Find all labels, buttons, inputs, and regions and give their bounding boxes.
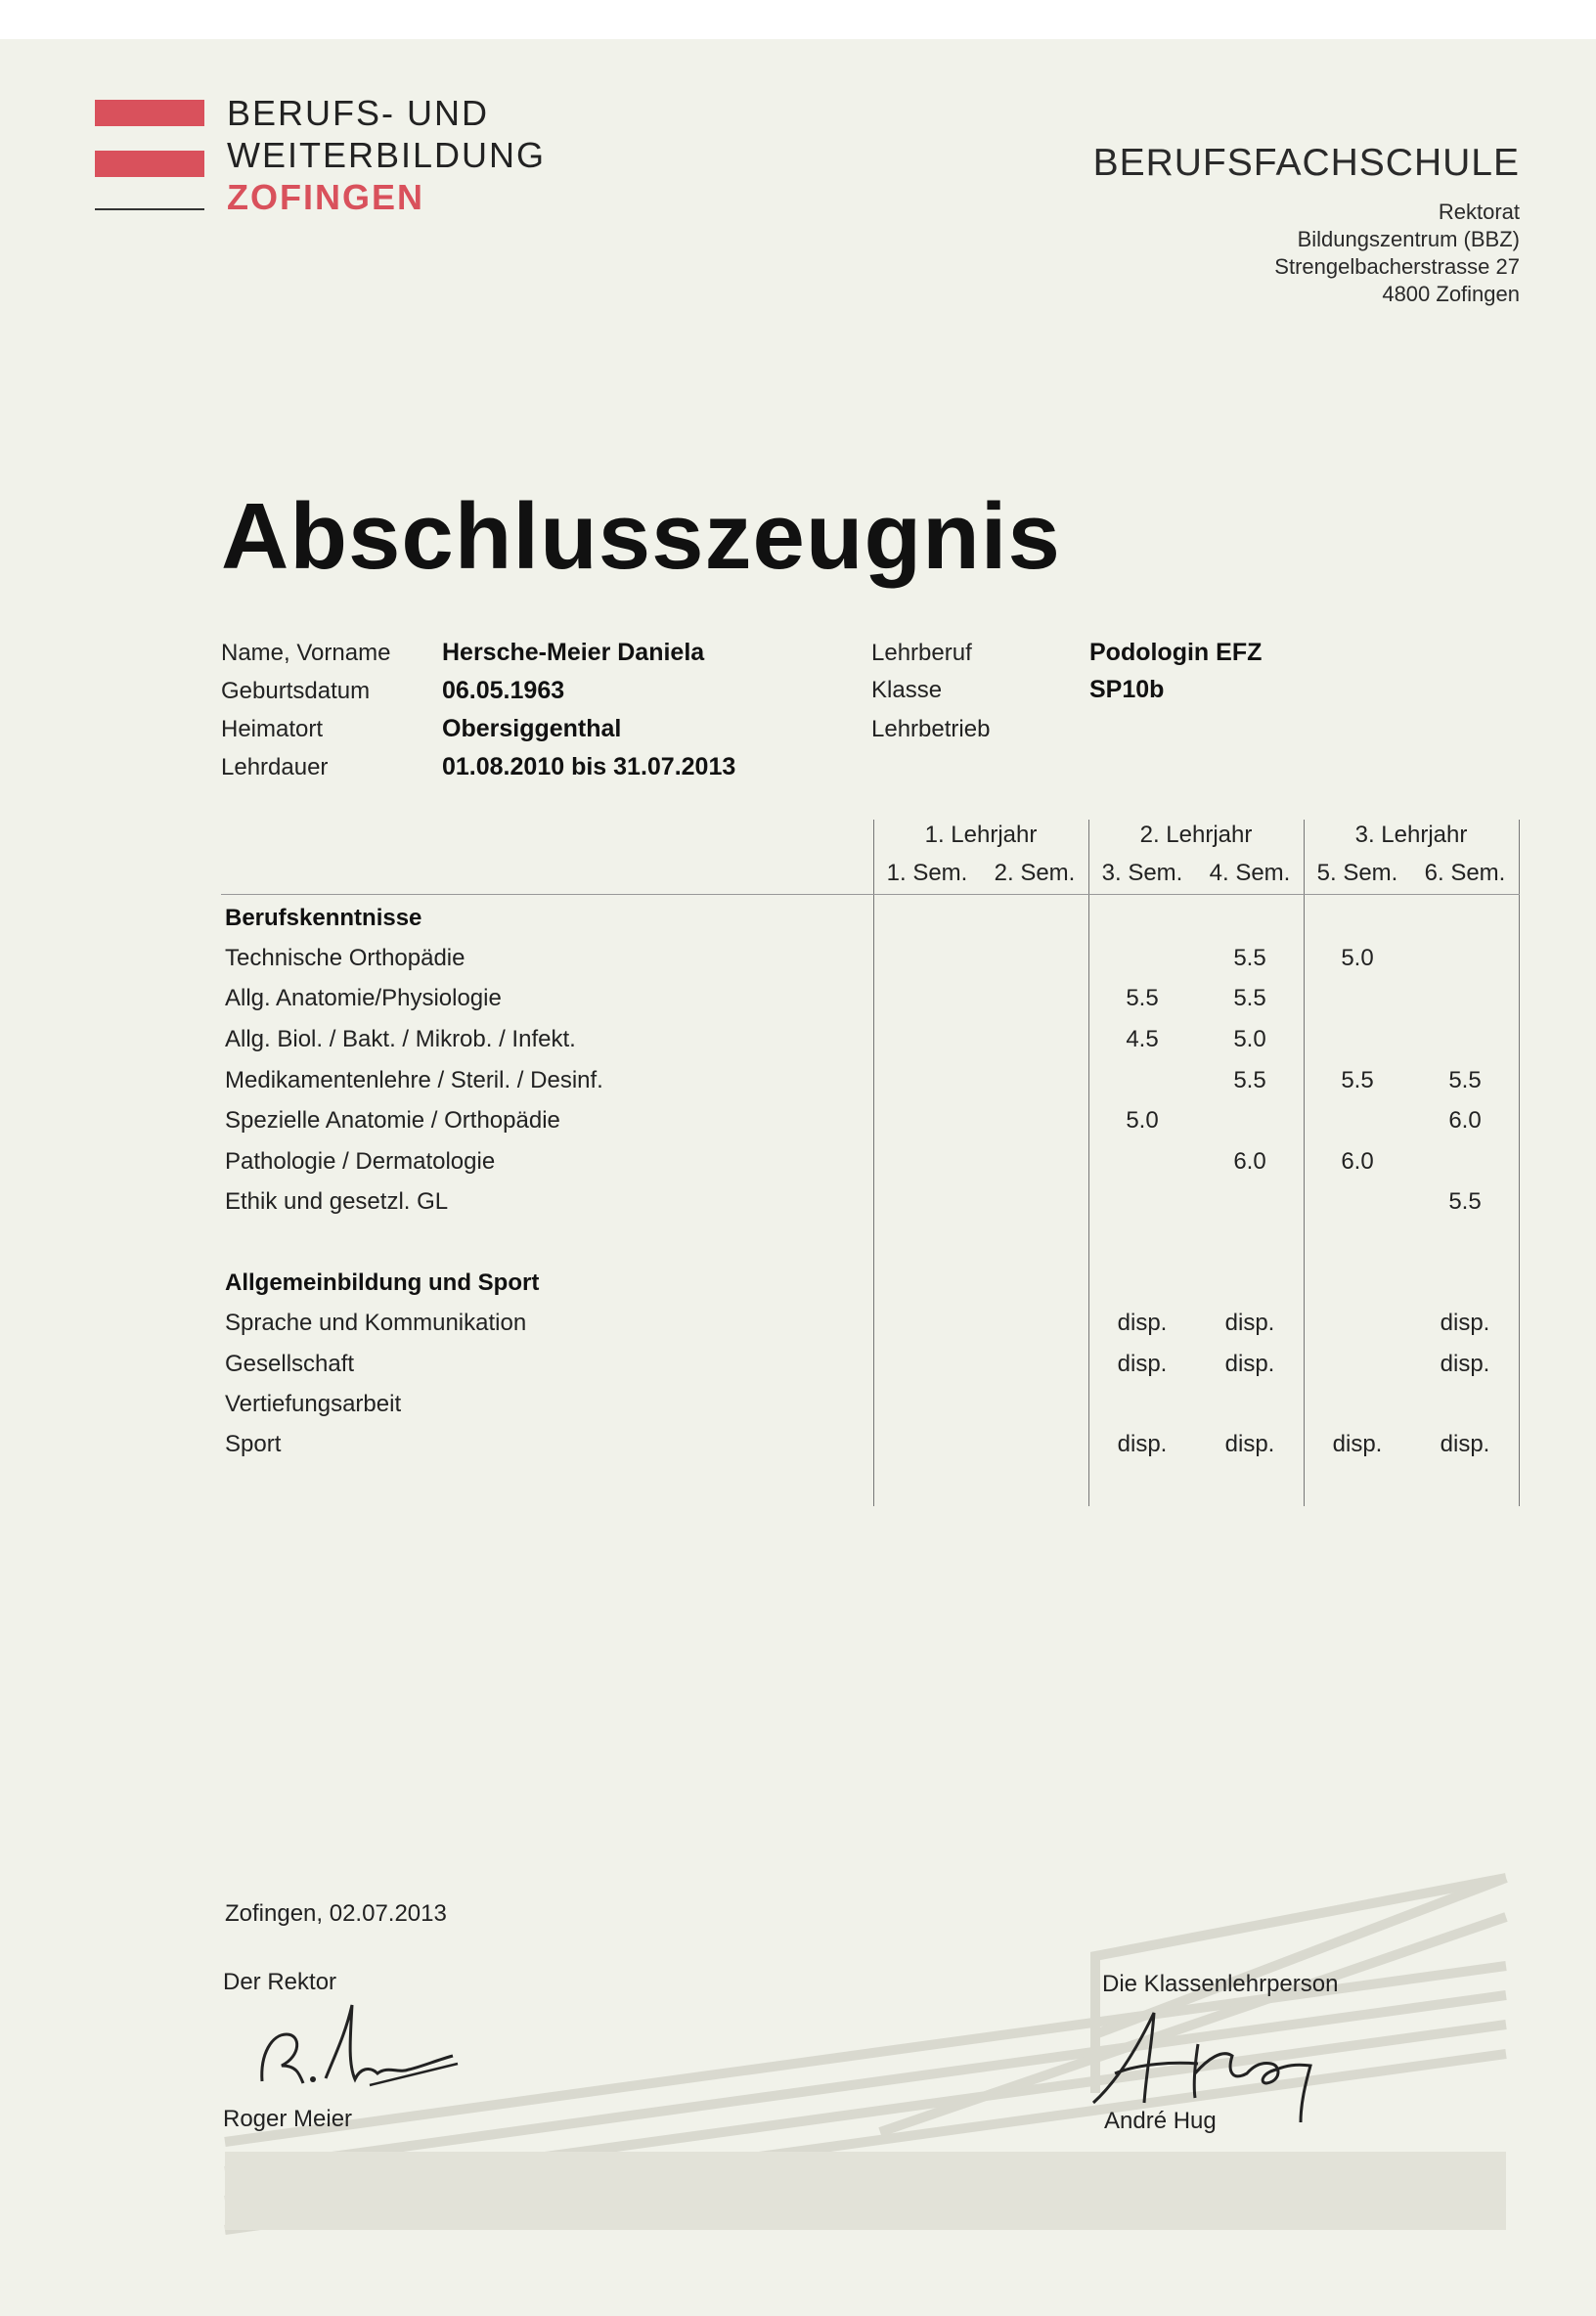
grade-cell: disp. [1117,1351,1168,1377]
grade-cell: disp. [1224,1431,1275,1457]
semester-header: 2. Sem. [994,860,1076,886]
grade-cell: disp. [1224,1310,1275,1336]
column-divider [1088,820,1089,1506]
grade-cell: 6.0 [1448,1107,1482,1134]
column-divider [873,820,874,1506]
grade-cell: disp. [1440,1310,1490,1336]
logo-bar-bottom [95,151,204,177]
document-title: Abschlusszeugnis [221,484,1061,589]
grade-cell: disp. [1117,1431,1168,1457]
subject-name: Gesellschaft [225,1351,355,1377]
grade-cell: disp. [1224,1351,1275,1377]
year-header: 2. Lehrjahr [1139,822,1253,848]
subject-name: Spezielle Anatomie / Orthopädie [225,1107,560,1134]
rector-label: Der Rektor [223,1969,337,1995]
subject-name: Allg. Anatomie/Physiologie [225,985,502,1011]
grade-cell: disp. [1440,1431,1490,1457]
address-line-1: Rektorat [1438,200,1520,224]
decorative-band [225,2152,1506,2230]
grade-cell: 5.0 [1233,1026,1266,1052]
grade-cell: 5.5 [1448,1188,1482,1215]
duration-label: Lehrdauer [221,754,329,780]
class-label: Klasse [871,677,943,703]
class-value: SP10b [1089,676,1165,703]
company-label: Lehrbetrieb [871,716,991,742]
subject-name: Sprache und Kommunikation [225,1310,527,1336]
logo-bar-top [95,100,204,126]
grade-cell: 5.5 [1233,985,1266,1011]
year-header: 1. Lehrjahr [924,822,1038,848]
origin-label: Heimatort [221,716,324,742]
grade-cell: 4.5 [1126,1026,1159,1052]
address-line-4: 4800 Zofingen [1382,282,1520,306]
logo-line-3: ZOFINGEN [227,177,424,217]
semester-header: 3. Sem. [1101,860,1183,886]
subject-name: Ethik und gesetzl. GL [225,1188,449,1215]
name-label: Name, Vorname [221,640,391,666]
birth-label: Geburtsdatum [221,678,371,704]
grade-cell: 6.0 [1233,1148,1266,1175]
section-title-berufskenntnisse: Berufskenntnisse [225,905,422,931]
place-date: Zofingen, 02.07.2013 [225,1900,447,1927]
profession-label: Lehrberuf [871,640,972,666]
semester-header: 5. Sem. [1316,860,1398,886]
grade-cell: 5.5 [1448,1067,1482,1093]
semester-header: 4. Sem. [1209,860,1291,886]
rector-signature [243,1995,467,2093]
subject-name: Technische Orthopädie [225,945,466,971]
school-title: BERUFSFACHSCHULE [1092,142,1520,184]
year-header: 3. Lehrjahr [1354,822,1468,848]
grade-cell: disp. [1117,1310,1168,1336]
subject-name: Vertiefungsarbeit [225,1391,402,1417]
grade-cell: 5.5 [1233,945,1266,971]
teacher-name: André Hug [1104,2108,1217,2134]
rector-name: Roger Meier [223,2106,353,2132]
subject-name: Allg. Biol. / Bakt. / Mikrob. / Infekt. [225,1026,576,1052]
grade-cell: 5.5 [1341,1067,1374,1093]
grade-cell: 5.5 [1233,1067,1266,1093]
grade-cell: 5.0 [1126,1107,1159,1134]
semester-header: 1. Sem. [886,860,968,886]
grade-cell: 5.5 [1126,985,1159,1011]
birth-value: 06.05.1963 [442,677,565,704]
subject-name: Pathologie / Dermatologie [225,1148,496,1175]
subject-name: Medikamentenlehre / Steril. / Desinf. [225,1067,603,1093]
grade-cell: disp. [1440,1351,1490,1377]
logo-line-1: BERUFS- UND [227,93,490,133]
subject-name: Sport [225,1431,282,1457]
header-divider [221,894,1520,895]
grade-cell: disp. [1332,1431,1383,1457]
teacher-label: Die Klassenlehrperson [1102,1971,1339,1997]
section-title-allgemeinbildung: Allgemeinbildung und Sport [225,1269,540,1296]
address-line-2: Bildungszentrum (BBZ) [1297,227,1520,251]
name-value: Hersche-Meier Daniela [442,639,705,666]
logo-line-2: WEITERBILDUNG [227,135,547,175]
column-divider [1519,820,1520,1506]
logo-underline [95,208,204,210]
origin-value: Obersiggenthal [442,715,622,742]
semester-header: 6. Sem. [1424,860,1506,886]
profession-value: Podologin EFZ [1089,639,1263,666]
duration-value: 01.08.2010 bis 31.07.2013 [442,753,736,780]
address-line-3: Strengelbacherstrasse 27 [1274,254,1520,279]
grade-cell: 5.0 [1341,945,1374,971]
grade-cell: 6.0 [1341,1148,1374,1175]
